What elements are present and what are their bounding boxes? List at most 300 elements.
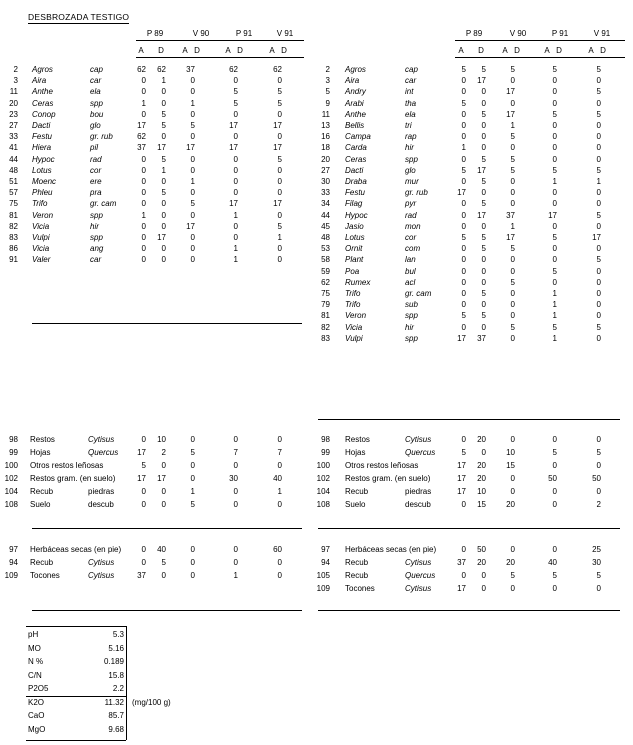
block-right-species-row-species: lan — [405, 255, 416, 265]
block-right-species-row-value: 17 — [506, 109, 515, 119]
block-right-species-row-code: 20 — [321, 154, 330, 164]
block-left-last-row-value: 1 — [233, 571, 238, 580]
block-right-species-row-genus: Hypoc — [345, 210, 368, 220]
block-right-species-row-species: com — [405, 244, 421, 254]
block-right-species-row-value: 0 — [461, 121, 466, 130]
block-left-species-row-value: 5 — [161, 121, 166, 130]
block-right-last-row-qualifier: Cytisus — [405, 558, 432, 567]
block-left-species-row-value: 0 — [141, 109, 146, 119]
block-right-species-row-species: hir — [405, 143, 414, 153]
block-right-species-row-genus: Trifo — [345, 300, 361, 310]
block-right-species-row-genus: Veron — [345, 311, 367, 321]
block-right-species-row-code: 79 — [321, 300, 330, 310]
block-right-rest-row-value: 5 — [552, 448, 557, 457]
block-left-last-row-code: 109 — [4, 571, 18, 580]
block-left-species-row-code: 82 — [9, 221, 18, 231]
block-right-species-row-value: 0 — [461, 132, 466, 142]
block-right-species-row-value: 37 — [506, 210, 515, 220]
block-left-species-row-value: 62 — [157, 65, 166, 74]
block-left-species-row-genus: Hiera — [32, 143, 52, 153]
block-left-species-row-value: 0 — [190, 87, 195, 97]
block-left-species-row-value: 0 — [190, 132, 195, 142]
block-right-species-row-value: 0 — [461, 76, 466, 86]
block-left-last-row-value: 0 — [233, 545, 238, 554]
block-right-species-row-value: 37 — [477, 333, 486, 343]
block-right-rest-row-value: 15 — [477, 500, 486, 509]
block-right-species-row-species: gr. cam — [405, 289, 432, 298]
block-left-period-header: P 91 — [235, 29, 253, 38]
block-right-species-row-code: 34 — [321, 199, 330, 209]
block-right-species-row-species: sub — [405, 300, 418, 310]
soil-param-label: MO — [28, 643, 41, 653]
block-right-species-row-value: 5 — [552, 65, 557, 74]
block-right-species-row-species: mon — [405, 221, 421, 231]
block-left-species-row-value: 5 — [233, 98, 238, 108]
block-left-rest-row-value: 1 — [277, 487, 282, 496]
left-last-divider — [32, 610, 302, 611]
block-left-species-row-code: 91 — [9, 255, 18, 265]
block-right-species-row-code: 13 — [321, 121, 330, 130]
block-right-last-row-value: 0 — [552, 584, 557, 593]
block-left-species-row-value: 0 — [141, 154, 146, 164]
block-left-species-row-species: gr. cam — [90, 199, 117, 209]
block-right-last-row-code: 109 — [316, 584, 330, 593]
block-right-species-row-species: spp — [405, 333, 418, 343]
block-right-rest-row-value: 0 — [552, 487, 557, 496]
block-left-species-row-value: 1 — [233, 210, 238, 220]
block-right-species-row-value: 0 — [596, 199, 601, 209]
left-species-divider — [32, 323, 302, 324]
block-right-rest-row-code: 98 — [321, 435, 330, 444]
block-right-species-row-value: 0 — [481, 300, 486, 310]
block-right-ad-header: D — [600, 46, 606, 55]
block-right-species-row-value: 0 — [481, 188, 486, 198]
block-right-rest-row-label: Otros restos leñosas — [345, 461, 419, 470]
block-left-species-row-value: 1 — [161, 165, 166, 175]
block-left-species-row-species: rad — [90, 154, 102, 164]
block-right-last-row-value: 5 — [552, 571, 557, 580]
block-left-species-row-code: 44 — [9, 154, 18, 164]
block-right-species-row-value: 0 — [461, 109, 466, 119]
block-left-species-row-value: 1 — [190, 98, 195, 108]
block-left-rest-row-value: 0 — [141, 435, 146, 444]
block-left-species-row-value: 17 — [273, 199, 282, 209]
block-right-last-row-value: 25 — [592, 545, 601, 554]
block-right-ad-header: A — [502, 46, 508, 55]
block-left-species-row-value: 0 — [190, 233, 195, 242]
block-right-rest-row-value: 0 — [510, 487, 515, 496]
block-left-species-row-species: cor — [90, 165, 102, 175]
block-right-species-row-value: 0 — [510, 255, 515, 265]
block-left-species-row-value: 17 — [229, 143, 238, 153]
block-left-species-row-value: 0 — [233, 165, 238, 175]
block-right-species-row-value: 0 — [596, 300, 601, 310]
block-right-species-row-value: 0 — [510, 311, 515, 321]
block-left-species-row-genus: Veron — [32, 210, 54, 220]
block-left-species-row-genus: Phleu — [32, 188, 53, 198]
block-right-rest-row-value: 0 — [481, 448, 486, 457]
block-right-species-row-value: 0 — [552, 76, 557, 86]
block-right-species-row-code: 18 — [321, 143, 330, 153]
block-left-species-row-value: 0 — [161, 132, 166, 142]
block-right-species-row-genus: Trifo — [345, 289, 361, 298]
block-right-last-row-value: 17 — [457, 584, 466, 593]
block-left-species-row-species: car — [90, 255, 102, 265]
block-left-species-row-code: 51 — [9, 177, 18, 186]
block-left-species-row-species: ang — [90, 244, 104, 254]
block-right-rest-row-value: 0 — [596, 435, 601, 444]
block-right-ad-header: A — [588, 46, 594, 55]
block-right-species-row-code: 81 — [321, 311, 330, 321]
block-right-species-row-value: 0 — [461, 87, 466, 97]
block-left-species-row-value: 0 — [190, 255, 195, 265]
block-right-rest-row-value: 17 — [457, 487, 466, 496]
block-right-last-row-label: Tocones — [345, 584, 375, 593]
block-right-last-row-qualifier: Cytisus — [405, 584, 432, 593]
block-left-species-row-genus: Conop — [32, 109, 56, 119]
block-left-species-row-value: 0 — [141, 221, 146, 231]
block-right-ad-header: A — [544, 46, 550, 55]
block-right-species-row-value: 5 — [510, 244, 515, 254]
block-right-species-row-value: 0 — [596, 98, 601, 108]
block-left-rest-row-value: 7 — [277, 448, 282, 457]
block-left-species-row-code: 83 — [9, 233, 18, 242]
block-left-species-row-genus: Anthe — [32, 87, 53, 97]
block-right-rest-row-qualifier: Quercus — [405, 448, 436, 457]
block-left-species-row-genus: Festu — [32, 132, 53, 142]
block-right-species-row-value: 0 — [552, 255, 557, 265]
block-left-rest-row-value: 0 — [161, 487, 166, 496]
block-right-species-row-value: 0 — [596, 121, 601, 130]
block-left-species-row-value: 0 — [277, 109, 282, 119]
block-left-rest-row-label: Suelo — [30, 500, 51, 509]
block-right-species-row-value: 0 — [552, 199, 557, 209]
block-right-last-row-value: 37 — [457, 558, 466, 567]
block-left-rest-row-code: 98 — [9, 435, 18, 444]
block-left-species-row-value: 17 — [273, 143, 282, 153]
soil-param-value: 2.2 — [112, 684, 124, 693]
block-left-rest-row-code: 104 — [4, 487, 18, 496]
block-right-species-row-genus: Aira — [345, 76, 360, 86]
block-left-ad-header: A — [225, 46, 231, 55]
block-left-species-row-value: 37 — [137, 143, 146, 153]
block-left-species-row-species: bou — [90, 109, 104, 119]
block-left-species-row-species: ela — [90, 87, 101, 97]
block-left-ad-header: A — [138, 46, 144, 55]
block-left-species-row-code: 75 — [9, 199, 18, 209]
block-right-species-row-species: hir — [405, 322, 414, 332]
block-right-species-row-value: 0 — [510, 98, 515, 108]
block-right-species-row-value: 0 — [596, 221, 601, 231]
soil-param-value: 5.3 — [112, 630, 124, 639]
block-left-species-row-value: 0 — [277, 76, 282, 86]
block-right-rest-row-value: 0 — [596, 461, 601, 470]
block-left-species-row-species: pil — [90, 143, 99, 153]
block-right-species-row-value: 0 — [552, 87, 557, 97]
block-left-ad-header: D — [194, 46, 200, 55]
block-right-rest-row-value: 0 — [552, 500, 557, 509]
block-left-rest-row-qualifier: piedras — [88, 487, 115, 496]
block-right-species-row-value: 0 — [596, 289, 601, 298]
block-left-species-row-value: 0 — [190, 210, 195, 220]
block-right-last-row-value: 0 — [510, 584, 515, 593]
block-right-species-row-species: rad — [405, 210, 417, 220]
block-right-species-row-value: 0 — [510, 177, 515, 186]
block-right-species-row-value: 0 — [596, 277, 601, 287]
block-right-species-row-genus: Ornit — [345, 244, 363, 254]
block-right-species-row-species: ela — [405, 109, 416, 119]
block-left-species-row-code: 86 — [9, 244, 18, 254]
block-left-rest-row-value: 10 — [157, 435, 166, 444]
block-left-species-row-value: 0 — [277, 210, 282, 220]
block-right-species-row-value: 5 — [596, 255, 601, 265]
soil-table-top — [26, 626, 126, 627]
block-left-rest-row-code: 99 — [9, 448, 18, 457]
block-right-species-row-value: 0 — [481, 322, 486, 332]
block-left-rest-row-value: 5 — [190, 448, 195, 457]
block-right-rest-row-value: 0 — [461, 500, 466, 509]
block-left-species-row-code: 81 — [9, 210, 18, 220]
soil-param-value: 85.7 — [108, 711, 124, 720]
block-right-last-row-value: 0 — [461, 571, 466, 580]
block-left-species-row-value: 17 — [273, 121, 282, 130]
block-right-species-row-code: 82 — [321, 322, 330, 332]
block-left-species-row-code: 2 — [13, 65, 18, 74]
block-right-species-row-value: 5 — [510, 132, 515, 142]
block-right-last-row-label: Herbáceas secas (en pie) — [345, 545, 437, 554]
left-rest-divider — [32, 528, 302, 529]
block-right-species-row-species: cor — [405, 233, 417, 242]
block-left-rest-row-code: 102 — [4, 474, 18, 483]
block-left-species-row-value: 37 — [186, 65, 195, 74]
block-left-species-row-value: 1 — [233, 244, 238, 254]
block-right-species-row-value: 0 — [461, 255, 466, 265]
block-left-species-row-code: 57 — [9, 188, 18, 198]
block-left-species-row-value: 0 — [161, 244, 166, 254]
block-right-species-row-value: 0 — [596, 132, 601, 142]
block-left-species-row-value: 1 — [277, 233, 282, 242]
block-left-species-row-value: 5 — [277, 221, 282, 231]
block-left-last-row-qualifier: Cytisus — [88, 571, 115, 580]
block-right-species-row-value: 5 — [552, 322, 557, 332]
block-left-ad-header: D — [158, 46, 164, 55]
block-left-period-header: V 91 — [276, 29, 294, 38]
block-right-rest-row-value: 0 — [510, 435, 515, 444]
block-right-species-row-value: 5 — [461, 65, 466, 74]
block-right-species-row-value: 1 — [552, 300, 557, 310]
block-left-rest-row-label: Recub — [30, 487, 54, 496]
block-left-rest-row-value: 0 — [161, 461, 166, 470]
block-right-ad-header: D — [514, 46, 520, 55]
block-left-species-row-code: 41 — [9, 143, 18, 153]
soil-param-label: N % — [28, 657, 44, 666]
block-left-species-row-value: 0 — [161, 221, 166, 231]
block-right-species-row-value: 0 — [481, 98, 486, 108]
block-left-species-row-value: 0 — [277, 244, 282, 254]
block-left-rest-row-value: 5 — [190, 500, 195, 509]
block-right-species-row-genus: Draba — [345, 177, 367, 186]
block-right-last-row-value: 0 — [481, 584, 486, 593]
block-left-species-row-value: 5 — [190, 121, 195, 130]
block-left-species-row-value: 17 — [157, 233, 166, 242]
block-right-rest-row-value: 0 — [461, 435, 466, 444]
block-left-rest-row-value: 17 — [157, 474, 166, 483]
block-left-species-row-value: 0 — [190, 188, 195, 198]
block-left-species-row-species: spp — [90, 210, 103, 220]
block-left-species-row-code: 20 — [9, 98, 18, 108]
block-right-species-row-species: int — [405, 87, 414, 97]
block-left-last-row-value: 5 — [161, 558, 166, 567]
block-left-species-row-value: 0 — [161, 98, 166, 108]
block-right-species-row-code: 5 — [325, 87, 330, 97]
block-right-species-row-value: 5 — [481, 177, 486, 186]
block-right-species-row-value: 0 — [461, 266, 466, 276]
block-left-ad-header: D — [237, 46, 243, 55]
block-right-species-row-value: 0 — [552, 154, 557, 164]
block-left-species-row-species: car — [90, 76, 102, 86]
block-right-rest-row-value: 0 — [552, 461, 557, 470]
block-right-species-row-value: 0 — [552, 244, 557, 254]
block-right-rest-row-value: 5 — [461, 448, 466, 457]
soil-param-value: 5.16 — [108, 643, 124, 653]
block-left-last-row-value: 0 — [190, 545, 195, 554]
soil-table-edge — [126, 626, 127, 740]
block-left-species-row-value: 0 — [277, 188, 282, 198]
block-left-species-row-value: 17 — [229, 121, 238, 130]
block-right-rest-row-qualifier: piedras — [405, 487, 432, 496]
block-right-rest-row-label: Suelo — [345, 500, 366, 509]
block-left-rest-row-value: 40 — [273, 474, 282, 483]
block-left-period-header: V 90 — [192, 29, 210, 38]
block-left-species-row-value: 62 — [273, 65, 282, 74]
block-left-last-row-code: 94 — [9, 558, 18, 567]
block-right-species-row-code: 53 — [321, 244, 330, 254]
block-left-species-row-genus: Valer — [32, 255, 51, 265]
block-right-species-row-genus: Vulpi — [345, 333, 363, 343]
block-right-species-row-value: 5 — [596, 322, 601, 332]
block-left-species-row-value: 0 — [190, 76, 195, 86]
block-right-species-row-species: gr. rub — [405, 188, 428, 198]
block-right-species-row-genus: Campa — [345, 132, 371, 142]
block-right-species-row-value: 5 — [481, 289, 486, 298]
block-right-rest-row-value: 2 — [596, 500, 601, 509]
block-right-species-row-value: 0 — [510, 289, 515, 298]
block-left-species-row-genus: Hypoc — [32, 154, 55, 164]
block-left-species-row-value: 5 — [277, 87, 282, 97]
block-left-rest-row-value: 1 — [190, 487, 195, 496]
block-right-species-row-genus: Lotus — [345, 233, 365, 242]
block-right-rest-row-value: 17 — [457, 474, 466, 483]
block-left-species-row-value: 62 — [229, 65, 238, 74]
block-right-rest-row-code: 100 — [316, 461, 330, 470]
block-right-last-row-value: 0 — [552, 545, 557, 554]
block-right-species-row-value: 0 — [510, 266, 515, 276]
block-right-species-row-code: 58 — [321, 255, 330, 265]
block-left-species-row-value: 5 — [277, 154, 282, 164]
block-left-last-row-value: 0 — [277, 571, 282, 580]
block-left-rest-row-value: 0 — [233, 487, 238, 496]
block-right-rest-row-value: 20 — [506, 500, 515, 509]
block-right-species-row-value: 5 — [481, 154, 486, 164]
block-right-rest-row-value: 0 — [596, 487, 601, 496]
block-right-last-row-value: 20 — [506, 558, 515, 567]
block-left-species-row-genus: Agros — [32, 65, 53, 74]
block-left-rest-row-label: Hojas — [30, 448, 51, 457]
block-right-species-row-value: 5 — [481, 109, 486, 119]
block-left-last-row-qualifier: Cytisus — [88, 558, 115, 567]
block-left-species-row-value: 0 — [233, 154, 238, 164]
block-right-period-header: V 90 — [509, 29, 527, 38]
block-right-species-row-value: 0 — [510, 300, 515, 310]
block-left-rest-row-qualifier: Quercus — [88, 448, 119, 457]
block-right-species-row-code: 9 — [325, 98, 330, 108]
block-right-species-row-code: 83 — [321, 333, 330, 343]
block-left-species-row-value: 0 — [141, 165, 146, 175]
block-left-rest-row-value: 0 — [233, 500, 238, 509]
block-right-species-row-value: 1 — [461, 143, 466, 153]
block-left-rest-row-value: 2 — [161, 448, 166, 457]
block-left-rest-row-label: Restos gram. (en suelo) — [30, 474, 116, 483]
block-left-species-row-value: 0 — [161, 255, 166, 265]
block-left-species-row-value: 5 — [161, 188, 166, 198]
block-right-species-row-value: 5 — [461, 165, 466, 175]
block-right-species-row-value: 5 — [596, 109, 601, 119]
block-left-species-row-value: 5 — [277, 98, 282, 108]
block-right-rest-row-value: 5 — [596, 448, 601, 457]
block-right-last-row-value: 50 — [477, 545, 486, 554]
block-left-species-row-species: glo — [90, 121, 101, 130]
block-left-rest-row-value: 0 — [161, 500, 166, 509]
block-left-last-row-label: Herbáceas secas (en pie) — [30, 545, 122, 554]
block-right-species-row-value: 5 — [461, 311, 466, 321]
block-left-species-row-value: 0 — [141, 244, 146, 254]
block-right-species-row-value: 0 — [461, 154, 466, 164]
block-right-rest-row-value: 0 — [510, 474, 515, 483]
block-left-rest-row-value: 0 — [190, 435, 195, 444]
block-right-rest-row-value: 20 — [477, 461, 486, 470]
block-right-species-row-value: 0 — [510, 333, 515, 343]
block-left-species-row-genus: Vicia — [32, 244, 50, 254]
block-left-last-row-value: 40 — [157, 545, 166, 554]
block-right-species-row-value: 1 — [552, 289, 557, 298]
block-right-species-row-code: 75 — [321, 289, 330, 298]
block-right-rest-row-value: 17 — [457, 461, 466, 470]
block-right-species-row-value: 5 — [552, 266, 557, 276]
block-left-species-row-species: pra — [90, 188, 102, 198]
block-right-species-row-species: spp — [405, 154, 418, 164]
block-right-last-row-value: 5 — [510, 571, 515, 580]
block-right-species-row-value: 17 — [477, 76, 486, 86]
block-left-rest-row-qualifier: descub — [88, 500, 114, 509]
block-right-species-row-value: 5 — [510, 154, 515, 164]
soil-param-label: P2O5 — [28, 684, 49, 693]
block-left-rest-row-value: 0 — [190, 474, 195, 483]
block-left-species-row-value: 1 — [141, 210, 146, 220]
block-right-species-row-value: 0 — [461, 277, 466, 287]
block-right-species-row-code: 45 — [321, 221, 330, 231]
block-right-species-row-code: 62 — [321, 277, 330, 287]
soil-param-value: 0.189 — [103, 657, 124, 666]
block-left-rest-row-value: 0 — [277, 500, 282, 509]
block-right-rest-row-code: 102 — [316, 474, 330, 483]
block-right-species-row-value: 0 — [510, 76, 515, 86]
block-right-species-row-code: 33 — [321, 188, 330, 198]
block-right-species-row-species: mur — [405, 177, 419, 186]
block-left-species-row-value: 0 — [161, 177, 166, 186]
block-left-rest-row-value: 30 — [229, 474, 238, 483]
block-right-species-row-value: 5 — [596, 210, 601, 220]
block-left-species-row-value: 0 — [141, 87, 146, 97]
